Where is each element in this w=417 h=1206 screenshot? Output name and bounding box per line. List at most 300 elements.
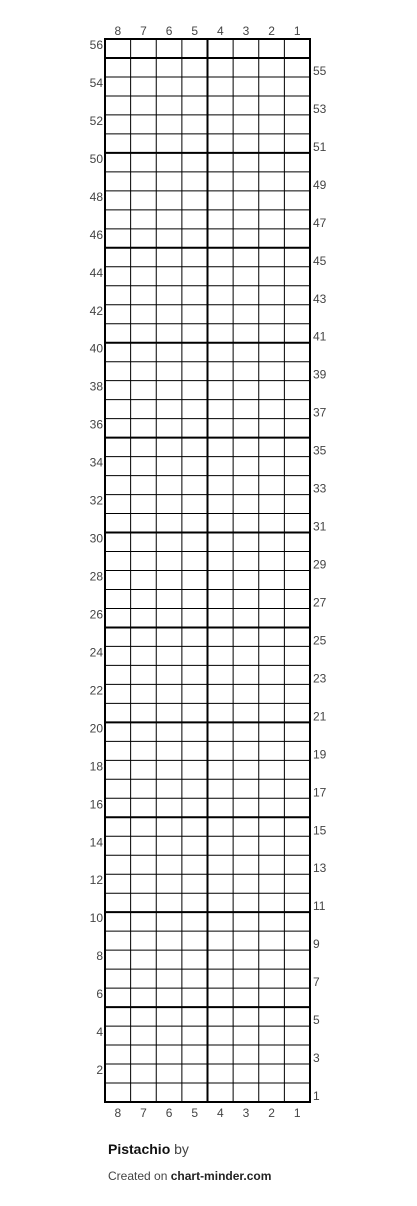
chart-cell[interactable]	[132, 154, 156, 171]
chart-cell[interactable]	[209, 97, 233, 114]
chart-cell[interactable]	[209, 685, 233, 702]
chart-cell[interactable]	[234, 553, 258, 570]
chart-cell[interactable]	[209, 382, 233, 399]
chart-cell[interactable]	[106, 704, 130, 721]
chart-cell[interactable]	[209, 344, 233, 361]
chart-cell[interactable]	[260, 1027, 284, 1044]
chart-cell[interactable]	[183, 40, 207, 57]
chart-cell[interactable]	[106, 685, 130, 702]
chart-cell[interactable]	[260, 666, 284, 683]
chart-cell[interactable]	[183, 1027, 207, 1044]
chart-cell[interactable]	[234, 932, 258, 949]
chart-cell[interactable]	[285, 856, 309, 873]
chart-cell[interactable]	[234, 628, 258, 645]
chart-cell[interactable]	[132, 761, 156, 778]
chart-cell[interactable]	[183, 704, 207, 721]
chart-cell[interactable]	[132, 211, 156, 228]
chart-cell[interactable]	[209, 647, 233, 664]
chart-cell[interactable]	[183, 818, 207, 835]
chart-cell[interactable]	[285, 818, 309, 835]
chart-cell[interactable]	[260, 325, 284, 342]
chart-cell[interactable]	[157, 78, 181, 95]
chart-cell[interactable]	[132, 742, 156, 759]
chart-cell[interactable]	[285, 477, 309, 494]
chart-cell[interactable]	[260, 875, 284, 892]
chart-cell[interactable]	[106, 344, 130, 361]
chart-cell[interactable]	[132, 989, 156, 1006]
chart-cell[interactable]	[209, 761, 233, 778]
chart-cell[interactable]	[234, 59, 258, 76]
chart-cell[interactable]	[132, 325, 156, 342]
chart-cell[interactable]	[183, 325, 207, 342]
chart-cell[interactable]	[234, 742, 258, 759]
chart-cell[interactable]	[183, 666, 207, 683]
chart-cell[interactable]	[260, 970, 284, 987]
chart-cell[interactable]	[285, 723, 309, 740]
chart-cell[interactable]	[132, 875, 156, 892]
chart-cell[interactable]	[234, 477, 258, 494]
chart-cell[interactable]	[106, 306, 130, 323]
chart-cell[interactable]	[260, 363, 284, 380]
chart-cell[interactable]	[157, 344, 181, 361]
chart-cell[interactable]	[209, 477, 233, 494]
chart-cell[interactable]	[132, 344, 156, 361]
chart-cell[interactable]	[260, 704, 284, 721]
chart-cell[interactable]	[157, 401, 181, 418]
chart-cell[interactable]	[183, 116, 207, 133]
chart-cell[interactable]	[106, 477, 130, 494]
chart-cell[interactable]	[260, 780, 284, 797]
chart-cell[interactable]	[285, 799, 309, 816]
chart-cell[interactable]	[183, 742, 207, 759]
chart-cell[interactable]	[260, 534, 284, 551]
chart-cell[interactable]	[285, 135, 309, 152]
chart-cell[interactable]	[157, 363, 181, 380]
chart-cell[interactable]	[132, 192, 156, 209]
chart-cell[interactable]	[209, 837, 233, 854]
chart-cell[interactable]	[157, 761, 181, 778]
chart-cell[interactable]	[157, 780, 181, 797]
chart-cell[interactable]	[106, 742, 130, 759]
chart-cell[interactable]	[157, 894, 181, 911]
chart-cell[interactable]	[157, 1065, 181, 1082]
chart-cell[interactable]	[260, 173, 284, 190]
chart-cell[interactable]	[234, 401, 258, 418]
chart-cell[interactable]	[132, 173, 156, 190]
chart-cell[interactable]	[260, 989, 284, 1006]
chart-cell[interactable]	[132, 401, 156, 418]
chart-cell[interactable]	[234, 211, 258, 228]
chart-cell[interactable]	[183, 572, 207, 589]
chart-cell[interactable]	[234, 837, 258, 854]
chart-cell[interactable]	[106, 192, 130, 209]
chart-cell[interactable]	[132, 458, 156, 475]
chart-cell[interactable]	[285, 609, 309, 626]
chart-cell[interactable]	[183, 135, 207, 152]
chart-cell[interactable]	[260, 1046, 284, 1063]
chart-cell[interactable]	[209, 628, 233, 645]
chart-cell[interactable]	[106, 154, 130, 171]
chart-cell[interactable]	[234, 173, 258, 190]
chart-cell[interactable]	[183, 647, 207, 664]
chart-cell[interactable]	[157, 666, 181, 683]
chart-cell[interactable]	[183, 761, 207, 778]
chart-cell[interactable]	[285, 894, 309, 911]
chart-cell[interactable]	[106, 723, 130, 740]
chart-cell[interactable]	[260, 1084, 284, 1101]
chart-cell[interactable]	[157, 192, 181, 209]
chart-cell[interactable]	[260, 553, 284, 570]
chart-cell[interactable]	[157, 230, 181, 247]
chart-cell[interactable]	[260, 1008, 284, 1025]
chart-cell[interactable]	[157, 1008, 181, 1025]
chart-cell[interactable]	[285, 515, 309, 532]
chart-cell[interactable]	[106, 78, 130, 95]
chart-cell[interactable]	[285, 40, 309, 57]
chart-cell[interactable]	[157, 211, 181, 228]
chart-cell[interactable]	[209, 951, 233, 968]
chart-cell[interactable]	[157, 932, 181, 949]
chart-cell[interactable]	[234, 761, 258, 778]
chart-cell[interactable]	[157, 951, 181, 968]
chart-cell[interactable]	[260, 742, 284, 759]
chart-cell[interactable]	[285, 742, 309, 759]
chart-cell[interactable]	[106, 325, 130, 342]
chart-cell[interactable]	[183, 609, 207, 626]
chart-cell[interactable]	[157, 496, 181, 513]
chart-cell[interactable]	[132, 572, 156, 589]
chart-cell[interactable]	[260, 230, 284, 247]
chart-cell[interactable]	[209, 704, 233, 721]
chart-cell[interactable]	[234, 799, 258, 816]
chart-cell[interactable]	[209, 268, 233, 285]
chart-cell[interactable]	[234, 723, 258, 740]
chart-cell[interactable]	[260, 856, 284, 873]
chart-cell[interactable]	[106, 913, 130, 930]
chart-cell[interactable]	[260, 477, 284, 494]
chart-cell[interactable]	[157, 306, 181, 323]
chart-cell[interactable]	[260, 951, 284, 968]
chart-cell[interactable]	[106, 116, 130, 133]
chart-cell[interactable]	[132, 666, 156, 683]
chart-cell[interactable]	[260, 799, 284, 816]
chart-cell[interactable]	[209, 1084, 233, 1101]
chart-cell[interactable]	[183, 951, 207, 968]
chart-cell[interactable]	[260, 40, 284, 57]
chart-cell[interactable]	[285, 363, 309, 380]
chart-cell[interactable]	[183, 780, 207, 797]
chart-cell[interactable]	[106, 553, 130, 570]
chart-cell[interactable]	[106, 1008, 130, 1025]
chart-cell[interactable]	[106, 818, 130, 835]
chart-cell[interactable]	[132, 477, 156, 494]
chart-cell[interactable]	[157, 420, 181, 437]
chart-cell[interactable]	[285, 837, 309, 854]
chart-cell[interactable]	[209, 211, 233, 228]
chart-cell[interactable]	[260, 628, 284, 645]
chart-cell[interactable]	[285, 704, 309, 721]
chart-cell[interactable]	[157, 40, 181, 57]
chart-cell[interactable]	[285, 116, 309, 133]
chart-cell[interactable]	[183, 458, 207, 475]
chart-cell[interactable]	[209, 723, 233, 740]
chart-cell[interactable]	[183, 287, 207, 304]
chart-cell[interactable]	[234, 534, 258, 551]
chart-cell[interactable]	[106, 420, 130, 437]
chart-cell[interactable]	[132, 1084, 156, 1101]
chart-cell[interactable]	[209, 287, 233, 304]
chart-cell[interactable]	[183, 173, 207, 190]
chart-cell[interactable]	[260, 685, 284, 702]
chart-cell[interactable]	[285, 59, 309, 76]
chart-cell[interactable]	[260, 1065, 284, 1082]
chart-cell[interactable]	[183, 1008, 207, 1025]
chart-cell[interactable]	[234, 894, 258, 911]
chart-cell[interactable]	[209, 799, 233, 816]
chart-cell[interactable]	[209, 913, 233, 930]
chart-cell[interactable]	[260, 818, 284, 835]
chart-cell[interactable]	[285, 458, 309, 475]
chart-cell[interactable]	[132, 932, 156, 949]
chart-cell[interactable]	[285, 951, 309, 968]
chart-cell[interactable]	[183, 477, 207, 494]
chart-cell[interactable]	[106, 628, 130, 645]
chart-cell[interactable]	[183, 553, 207, 570]
chart-cell[interactable]	[209, 1065, 233, 1082]
chart-cell[interactable]	[106, 856, 130, 873]
chart-cell[interactable]	[209, 875, 233, 892]
chart-cell[interactable]	[285, 913, 309, 930]
chart-cell[interactable]	[234, 306, 258, 323]
chart-cell[interactable]	[132, 951, 156, 968]
chart-cell[interactable]	[209, 116, 233, 133]
chart-cell[interactable]	[132, 382, 156, 399]
chart-cell[interactable]	[209, 192, 233, 209]
chart-cell[interactable]	[157, 609, 181, 626]
chart-cell[interactable]	[157, 325, 181, 342]
chart-cell[interactable]	[183, 420, 207, 437]
chart-cell[interactable]	[209, 856, 233, 873]
chart-cell[interactable]	[132, 704, 156, 721]
chart-cell[interactable]	[209, 306, 233, 323]
chart-cell[interactable]	[132, 496, 156, 513]
chart-cell[interactable]	[209, 1046, 233, 1063]
chart-cell[interactable]	[157, 818, 181, 835]
chart-cell[interactable]	[234, 135, 258, 152]
chart-cell[interactable]	[106, 496, 130, 513]
chart-cell[interactable]	[183, 363, 207, 380]
chart-cell[interactable]	[260, 420, 284, 437]
chart-cell[interactable]	[132, 590, 156, 607]
chart-cell[interactable]	[106, 1084, 130, 1101]
chart-cell[interactable]	[285, 647, 309, 664]
chart-cell[interactable]	[106, 1027, 130, 1044]
chart-cell[interactable]	[183, 249, 207, 266]
chart-cell[interactable]	[157, 116, 181, 133]
chart-cell[interactable]	[234, 268, 258, 285]
chart-cell[interactable]	[285, 1046, 309, 1063]
chart-cell[interactable]	[260, 344, 284, 361]
chart-cell[interactable]	[183, 875, 207, 892]
chart-cell[interactable]	[234, 78, 258, 95]
chart-cell[interactable]	[157, 837, 181, 854]
chart-cell[interactable]	[260, 647, 284, 664]
chart-cell[interactable]	[285, 1008, 309, 1025]
chart-cell[interactable]	[183, 913, 207, 930]
chart-cell[interactable]	[260, 59, 284, 76]
chart-cell[interactable]	[157, 685, 181, 702]
chart-cell[interactable]	[209, 1027, 233, 1044]
chart-cell[interactable]	[183, 192, 207, 209]
chart-cell[interactable]	[157, 382, 181, 399]
chart-cell[interactable]	[157, 875, 181, 892]
chart-cell[interactable]	[157, 799, 181, 816]
chart-cell[interactable]	[285, 211, 309, 228]
chart-cell[interactable]	[132, 515, 156, 532]
chart-cell[interactable]	[234, 458, 258, 475]
chart-cell[interactable]	[132, 970, 156, 987]
chart-cell[interactable]	[285, 553, 309, 570]
chart-cell[interactable]	[234, 856, 258, 873]
chart-cell[interactable]	[106, 458, 130, 475]
chart-cell[interactable]	[209, 249, 233, 266]
chart-cell[interactable]	[234, 420, 258, 437]
chart-cell[interactable]	[285, 420, 309, 437]
chart-cell[interactable]	[234, 590, 258, 607]
chart-cell[interactable]	[209, 496, 233, 513]
chart-cell[interactable]	[157, 534, 181, 551]
chart-cell[interactable]	[132, 97, 156, 114]
chart-cell[interactable]	[234, 439, 258, 456]
chart-cell[interactable]	[132, 306, 156, 323]
chart-cell[interactable]	[183, 382, 207, 399]
chart-cell[interactable]	[234, 951, 258, 968]
chart-cell[interactable]	[234, 515, 258, 532]
chart-cell[interactable]	[183, 970, 207, 987]
chart-cell[interactable]	[183, 78, 207, 95]
chart-cell[interactable]	[157, 477, 181, 494]
chart-cell[interactable]	[183, 496, 207, 513]
chart-cell[interactable]	[132, 135, 156, 152]
chart-cell[interactable]	[183, 989, 207, 1006]
chart-cell[interactable]	[106, 135, 130, 152]
chart-cell[interactable]	[234, 704, 258, 721]
chart-cell[interactable]	[234, 685, 258, 702]
chart-cell[interactable]	[132, 59, 156, 76]
chart-cell[interactable]	[234, 230, 258, 247]
chart-cell[interactable]	[106, 572, 130, 589]
chart-cell[interactable]	[234, 970, 258, 987]
chart-cell[interactable]	[285, 685, 309, 702]
chart-cell[interactable]	[106, 97, 130, 114]
chart-cell[interactable]	[106, 249, 130, 266]
chart-cell[interactable]	[285, 344, 309, 361]
chart-cell[interactable]	[132, 40, 156, 57]
chart-cell[interactable]	[157, 913, 181, 930]
chart-cell[interactable]	[157, 135, 181, 152]
chart-cell[interactable]	[106, 515, 130, 532]
chart-cell[interactable]	[234, 344, 258, 361]
chart-cell[interactable]	[260, 723, 284, 740]
chart-cell[interactable]	[234, 97, 258, 114]
chart-cell[interactable]	[234, 1046, 258, 1063]
chart-cell[interactable]	[106, 40, 130, 57]
chart-cell[interactable]	[106, 268, 130, 285]
chart-cell[interactable]	[234, 40, 258, 57]
chart-cell[interactable]	[157, 723, 181, 740]
chart-cell[interactable]	[260, 135, 284, 152]
chart-cell[interactable]	[132, 420, 156, 437]
chart-cell[interactable]	[183, 799, 207, 816]
chart-cell[interactable]	[106, 837, 130, 854]
chart-cell[interactable]	[285, 230, 309, 247]
chart-cell[interactable]	[209, 401, 233, 418]
chart-cell[interactable]	[285, 989, 309, 1006]
chart-cell[interactable]	[209, 970, 233, 987]
chart-cell[interactable]	[234, 154, 258, 171]
chart-cell[interactable]	[132, 78, 156, 95]
chart-cell[interactable]	[157, 268, 181, 285]
chart-cell[interactable]	[106, 1046, 130, 1063]
chart-cell[interactable]	[285, 496, 309, 513]
chart-cell[interactable]	[183, 1046, 207, 1063]
chart-cell[interactable]	[260, 97, 284, 114]
chart-cell[interactable]	[260, 211, 284, 228]
chart-cell[interactable]	[106, 534, 130, 551]
chart-cell[interactable]	[285, 572, 309, 589]
chart-cell[interactable]	[234, 382, 258, 399]
site-link[interactable]: chart-minder.com	[170, 1169, 272, 1183]
chart-cell[interactable]	[285, 78, 309, 95]
chart-cell[interactable]	[285, 154, 309, 171]
chart-cell[interactable]	[106, 989, 130, 1006]
chart-cell[interactable]	[157, 173, 181, 190]
chart-cell[interactable]	[260, 913, 284, 930]
chart-cell[interactable]	[132, 249, 156, 266]
chart-cell[interactable]	[157, 59, 181, 76]
chart-cell[interactable]	[209, 173, 233, 190]
chart-cell[interactable]	[260, 382, 284, 399]
chart-cell[interactable]	[209, 363, 233, 380]
chart-cell[interactable]	[183, 534, 207, 551]
chart-cell[interactable]	[260, 116, 284, 133]
chart-cell[interactable]	[234, 1027, 258, 1044]
chart-cell[interactable]	[285, 192, 309, 209]
chart-cell[interactable]	[209, 439, 233, 456]
chart-cell[interactable]	[285, 287, 309, 304]
chart-cell[interactable]	[260, 306, 284, 323]
chart-cell[interactable]	[106, 439, 130, 456]
chart-cell[interactable]	[234, 1084, 258, 1101]
chart-cell[interactable]	[106, 761, 130, 778]
chart-cell[interactable]	[234, 192, 258, 209]
chart-cell[interactable]	[106, 401, 130, 418]
chart-cell[interactable]	[234, 875, 258, 892]
chart-cell[interactable]	[132, 287, 156, 304]
chart-cell[interactable]	[157, 249, 181, 266]
chart-cell[interactable]	[209, 780, 233, 797]
chart-cell[interactable]	[157, 742, 181, 759]
chart-cell[interactable]	[209, 515, 233, 532]
chart-cell[interactable]	[157, 1046, 181, 1063]
chart-cell[interactable]	[132, 780, 156, 797]
chart-cell[interactable]	[285, 1027, 309, 1044]
chart-cell[interactable]	[157, 628, 181, 645]
chart-cell[interactable]	[260, 458, 284, 475]
chart-cell[interactable]	[209, 325, 233, 342]
chart-cell[interactable]	[285, 439, 309, 456]
chart-cell[interactable]	[234, 249, 258, 266]
